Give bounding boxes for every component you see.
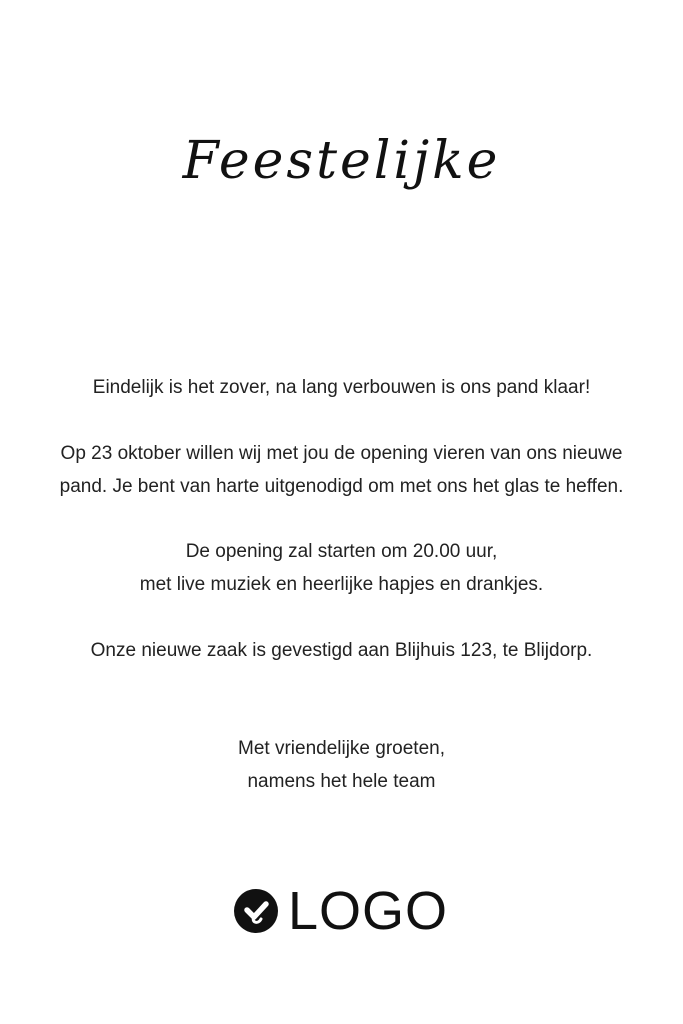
invite-line-2: pand. Je bent van harte uitgenodigd om met ons het glas te heffen. xyxy=(59,476,624,497)
address-paragraph xyxy=(0,634,683,667)
intro-line: Eindelijk is het zover, na lang verbouwen is ons pand klaar! xyxy=(92,377,591,398)
logo-text: LOGO xyxy=(288,881,449,941)
address-line: Onze nieuwe zaak is gevestigd aan Blijhuis 123, te Blijdorp. xyxy=(90,640,593,661)
start-line-2: met live muziek en heerlijke hapjes en drankjes. xyxy=(139,574,544,595)
invite-paragraph xyxy=(0,437,683,503)
closing-paragraph xyxy=(0,732,683,798)
script-title: Feestelijke xyxy=(182,131,501,191)
invite-line-1: Op 23 oktober willen wij met jou de opening vieren van ons nieuwe xyxy=(60,443,623,464)
intro-paragraph xyxy=(0,371,683,404)
closing-line-1: Met vriendelijke groeten, xyxy=(238,738,445,759)
closing-line-2: namens het hele team xyxy=(247,771,436,792)
start-paragraph xyxy=(0,535,683,601)
heart-check-icon xyxy=(234,889,278,933)
start-line-1: De opening zal starten om 20.00 uur, xyxy=(185,541,498,562)
logo xyxy=(234,881,449,941)
